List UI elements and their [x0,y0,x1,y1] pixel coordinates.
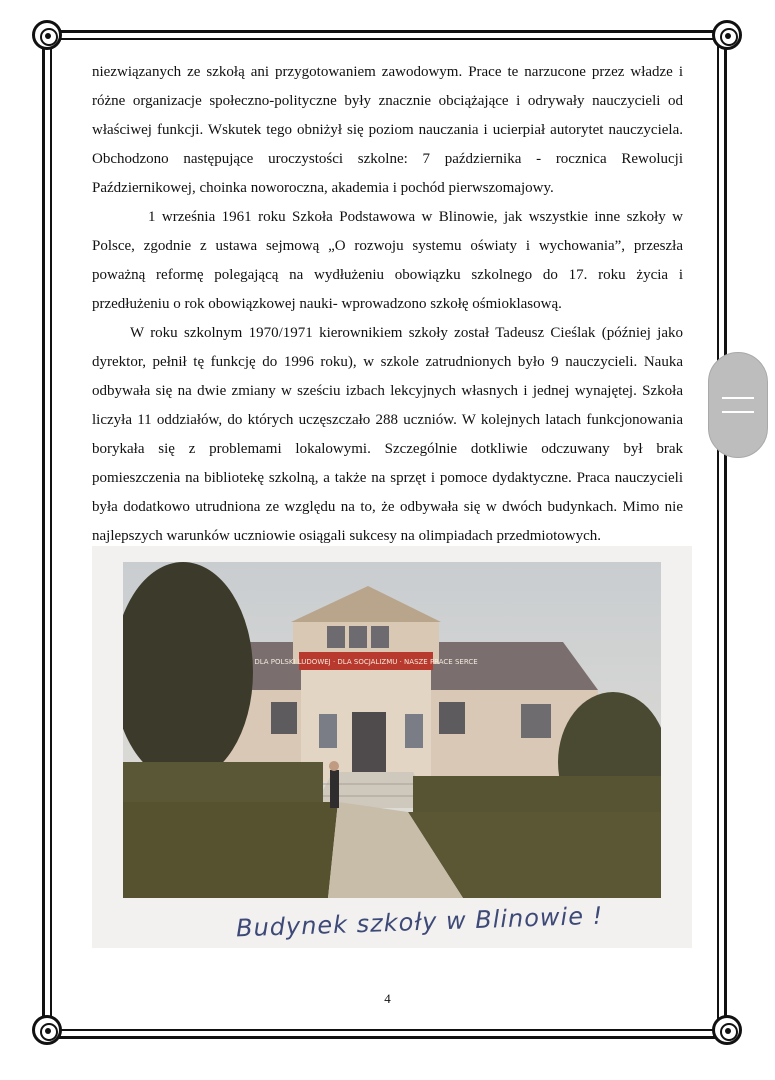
paragraph: 1 września 1961 roku Szkoła Podstawowa w Blinowie, jak wszystkie inne szkoły w Polsce, zgodnie z ustawa sejmową „O rozwoju systemu oświaty i wychowania”, przeszła poważną reformę polegającą na wydłużeniu obowiązku szkolnego do 17. roku życia i przedłużeniu o rok obowiązkowej nauki- wprowadzono szkołę ośmioklasową. [92,209,683,312]
paragraph: niezwiązanych ze szkołą ani przygotowaniem zawodowym. Prace te narzucone przez władze i różne organizacje społeczno-polityczne były znacznie obciążające i odrywały nauczycieli od właściwej funkcji. Wskutek tego obniżył się poziom nauczania i ucierpiał autorytet nauczyciela. Obchodzono następujące uroczystości szkolne: 7 października - rocznica Rewolucji Październikowej, choinka noworoczna, akademia i pochód pierwszomajowy. [92,64,683,196]
page-number: 4 [384,991,391,1006]
menu-handle-icon [722,397,754,399]
corner-ornament-icon [32,20,62,50]
paragraph: W roku szkolnym 1970/1971 kierownikiem szkoły został Tadeusz Cieślak (później jako dyrektor, pełnił tę funkcję do 1996 roku), w szkole zatrudnionych było 9 nauczycieli. Nauka odbywała się na dwie zmiany w sześciu izbach lekcyjnych własnych i jednej wynajętej. Szkoła liczyła 11 oddziałów, do których uczęszczało 288 uczniów. W kolejnych latach funkcjonowania borykała się z problemami lokalowymi. Szczególnie dotkliwie odczuwany był brak pomieszczenia na bibliotekę szkolną, a także na sprzęt i pomoce dydaktyczne. Praca nauczycieli była dodatkowo utrudniona ze względu na to, że odbywała się w dwóch budynkach. Mimo nie najlepszych warunków uczniowie osiągali sukcesy na olimpiadach przedmiotowych. [92,325,683,544]
banner-text: DLA POLSKI LUDOWEJ · DLA SOCJALIZMU · NASZE PRACE SERCE [254,658,478,666]
school-photo-card [92,546,692,948]
corner-ornament-icon [712,20,742,50]
body-text [92,58,683,551]
menu-handle-icon [722,411,754,413]
corner-ornament-icon [712,1015,742,1045]
corner-ornament-icon [32,1015,62,1045]
school-building-image [123,562,661,898]
photo-caption-handwritten: Budynek szkoły w Blinowie ! [235,901,604,943]
side-menu-handle[interactable] [708,352,768,458]
school-building-photo [123,562,661,898]
